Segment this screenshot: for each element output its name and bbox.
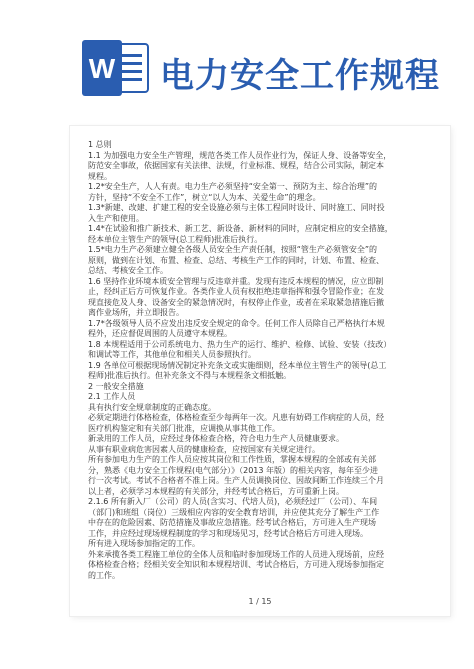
- document-line: 2 一般安全措施: [88, 381, 144, 391]
- page-number: 1 / 15: [248, 597, 272, 606]
- document-line: 具有执行安全规章制度的正确态度。: [88, 402, 216, 412]
- document-line: 1.5*电力生产必须建立健全各级人员安全生产责任制，按照“管生产必须管安全”的: [88, 245, 378, 254]
- document-line: 2.1 工作人员: [88, 392, 136, 401]
- document-line: 1.4*在试验和推广新技术、新工艺、新设备、新材料的同时，应制定相应的安全措施，: [88, 224, 393, 233]
- document-line: 1.8 本规程适用于公司系统电力、热力生产的运行、维护、检修、试验、安装（技改）: [88, 339, 392, 349]
- document-line: 规程。: [88, 171, 112, 181]
- document-line: 的工作。: [88, 570, 120, 580]
- document-title: 电力安全工作规程: [160, 56, 440, 96]
- word-logo-letter: W: [88, 53, 116, 84]
- document-line: 1.3*新建、改建、扩建工程的安全设施必须与主体工程同时设计、同时施工、同时投: [88, 203, 385, 212]
- document-line: 止，经纠正后方可恢复作业。各类作业人员有权拒绝违章指挥和强令冒险作业；在发: [88, 287, 384, 296]
- document-line: 1.2*安全生产，人人有责。电力生产必须坚持“安全第一、预防为主、综合治理”的: [88, 182, 378, 191]
- document-line: 方针，坚持“不安全不工作”，树立“以人为本、关爱生命”的理念。: [88, 192, 321, 202]
- document-line: 行一次考试。考试不合格者不准上岗。生产人员调换岗位、因故间断工作连续三个月: [88, 476, 384, 485]
- document-line: 防范安全事故，依据国家有关法律、法规，行业标准、规程，结合公司实际，制定本: [88, 161, 384, 170]
- document-line: 1 总则: [88, 140, 112, 149]
- document-line: 1.7*各级领导人员不应发出违反安全规定的命令。任何工作人员除自己严格执行本规: [88, 318, 385, 328]
- document-line: 离作业场所，并立即报告。: [88, 308, 184, 317]
- document-line: 中存在的危险因素、防范措施及事故应急措施。经考试合格后，方可进入生产现场: [88, 518, 376, 527]
- document-line: 程师)批准后执行。但补充条文不得与本规程条文相抵触。: [88, 371, 292, 380]
- document-line: 外来承揽各类工程施工单位的全体人员和临时参加现场工作的人员进入现场前，应经: [88, 549, 384, 559]
- document-line: 原则，做到在计划、布置、检查、总结、考核生产工作的同时，计划、布置、检查、: [88, 255, 384, 265]
- document-line: 工作，并应经过现场规程制度的学习和现场见习，经考试合格后方可进入现场。: [88, 528, 368, 538]
- document-line: 体格检查合格；经相关安全知识和本规程培训、考试合格后，方可进入现场参加指定: [88, 560, 384, 569]
- document-banner: [0, 0, 474, 120]
- document-line: 现直接危及人身、设备安全的紧急情况时，有权停止作业，或者在采取紧急措施后撤: [88, 297, 384, 307]
- document-line: 分，熟悉《电力安全工作规程(电气部分）》（2013 年版）的相关内容，每年至少进: [88, 465, 379, 475]
- document-line: 1.1 为加强电力安全生产管理，规范各类工作人员作业行为，保证人身、设备等安全，: [88, 150, 392, 160]
- document-line: 经本单位主管生产的领导(总工程师)批准后执行。: [88, 234, 263, 244]
- document-page-preview: [70, 126, 450, 616]
- document-line: 入生产和使用。: [88, 213, 144, 223]
- document-line: 所有进入现场参加指定的工作。: [88, 539, 200, 548]
- word-icon: [80, 40, 150, 96]
- document-line: 1.6 坚持作业环境本质安全管理与反违章并重。发现有违反本规程的情况，应立即制: [88, 276, 384, 286]
- document-line: 和调试等工作，其他单位和相关人员参照执行。: [88, 350, 256, 359]
- document-line: 从事有职业病危害因素人员的健康检查，应按国家有关规定进行。: [88, 444, 320, 454]
- document-body: [88, 140, 432, 581]
- document-line: 必须定期进行体格检查，体格检查至少每两年一次。凡患有妨碍工作病症的人员，经: [88, 413, 384, 422]
- document-line: 1.9 各单位可根据现场情况制定补充条文或实施细则，经本单位主管生产的领导(总工: [88, 360, 387, 370]
- document-line: 程外，还应督促周围的人员遵守本规程。: [88, 329, 232, 338]
- document-line: 2.1.6 所有新入厂（公司）的人员(含实习、代培人员)，必须经过厂（公司）、车间: [88, 497, 378, 506]
- document-line: 新录用的工作人员，应经过身体检查合格，符合电力生产人员健康要求。: [88, 434, 344, 443]
- document-line: 以上者，必须学习本规程的有关部分，并经考试合格后，方可重新上岗。: [88, 486, 344, 496]
- document-line: （部门)和班组（岗位）三级相应内容的安全教育培训，并应使其充分了解生产工作: [88, 507, 380, 517]
- document-line: 所有参加电力生产的工作人员应按其岗位和工作性质，掌握本规程的全部或有关部: [88, 455, 376, 464]
- document-line: 总结、考核安全工作。: [88, 266, 168, 275]
- document-line: 医疗机构鉴定和有关部门批准，应调换从事其他工作。: [88, 423, 280, 433]
